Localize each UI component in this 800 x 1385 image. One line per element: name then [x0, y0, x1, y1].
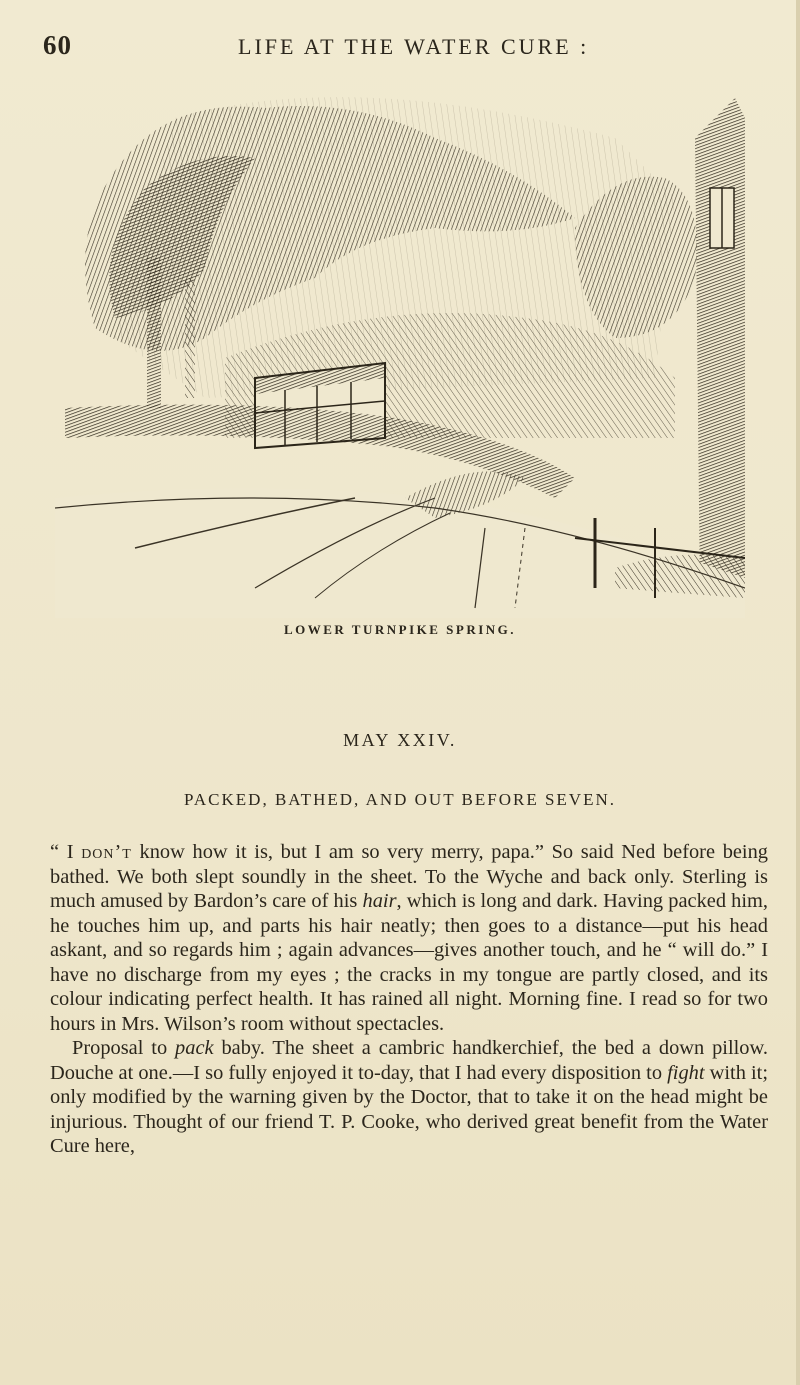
page-edge — [796, 0, 800, 1385]
paragraph-2-text-a: Proposal to — [72, 1037, 176, 1059]
running-title: LIFE AT THE WATER CURE : — [238, 34, 590, 59]
illustration-caption: LOWER TURNPIKE SPRING. — [283, 622, 517, 637]
italic-word-hair: hair — [362, 890, 397, 912]
page-number: 60 — [43, 30, 72, 60]
spring-engraving — [55, 78, 745, 618]
house-right — [695, 98, 745, 598]
engraving-illustration — [55, 78, 745, 618]
paragraph-2-text-b: baby. The sheet a cambric handkerchief, the bed a down pillow. Douche at one.—I so fully enjoyed it to-day, that I had every disposition to — [50, 1037, 768, 1084]
paragraph-1-text-b: , which is long and dark. Having packed him, he touches him up, and parts his hair neatly; then goes to a distance—put his head askant, and so regards him ; again advances—gives another touch, and he “ will do.” I have no discharge from my eyes ; the cracks in my tongue are partly closed, and its colour indicating perfect health. It has rained all night. Morning fine. I read so for two hours in Mrs. Wilson’s room without spectacles. — [50, 890, 768, 1035]
tree-trunk-2 — [185, 278, 195, 398]
paragraph-2-text-c: with it; only modified by the warning given by the Doctor, that to take it on the head might be injurious. Thought of our friend T. P. Cooke, who derived great benefit from the Water Cure here, — [50, 1061, 768, 1157]
chapter-subtitle: PACKED, BATHED, AND OUT BEFORE SEVEN. — [184, 790, 616, 809]
chapter-heading: MAY XXIV. — [343, 730, 457, 750]
small-caps-word: don’t — [81, 841, 132, 863]
running-head — [0, 30, 800, 70]
tree-trunk-1 — [147, 258, 161, 408]
body-text — [50, 840, 768, 1159]
italic-word-fight: fight — [667, 1061, 705, 1084]
road — [55, 488, 745, 618]
open-quote: “ I — [50, 841, 82, 863]
paragraph-1-text-a: know how it is, but I am so very merry, papa.” So said Ned before being bathed. We both slept soundly in the sheet. To the Wyche and back only. Sterling is much amused by Bardon’s care of his — [50, 841, 768, 912]
paragraph-1 — [50, 840, 768, 1036]
paragraph-2 — [50, 1036, 768, 1159]
italic-word-pack: pack — [175, 1037, 214, 1059]
